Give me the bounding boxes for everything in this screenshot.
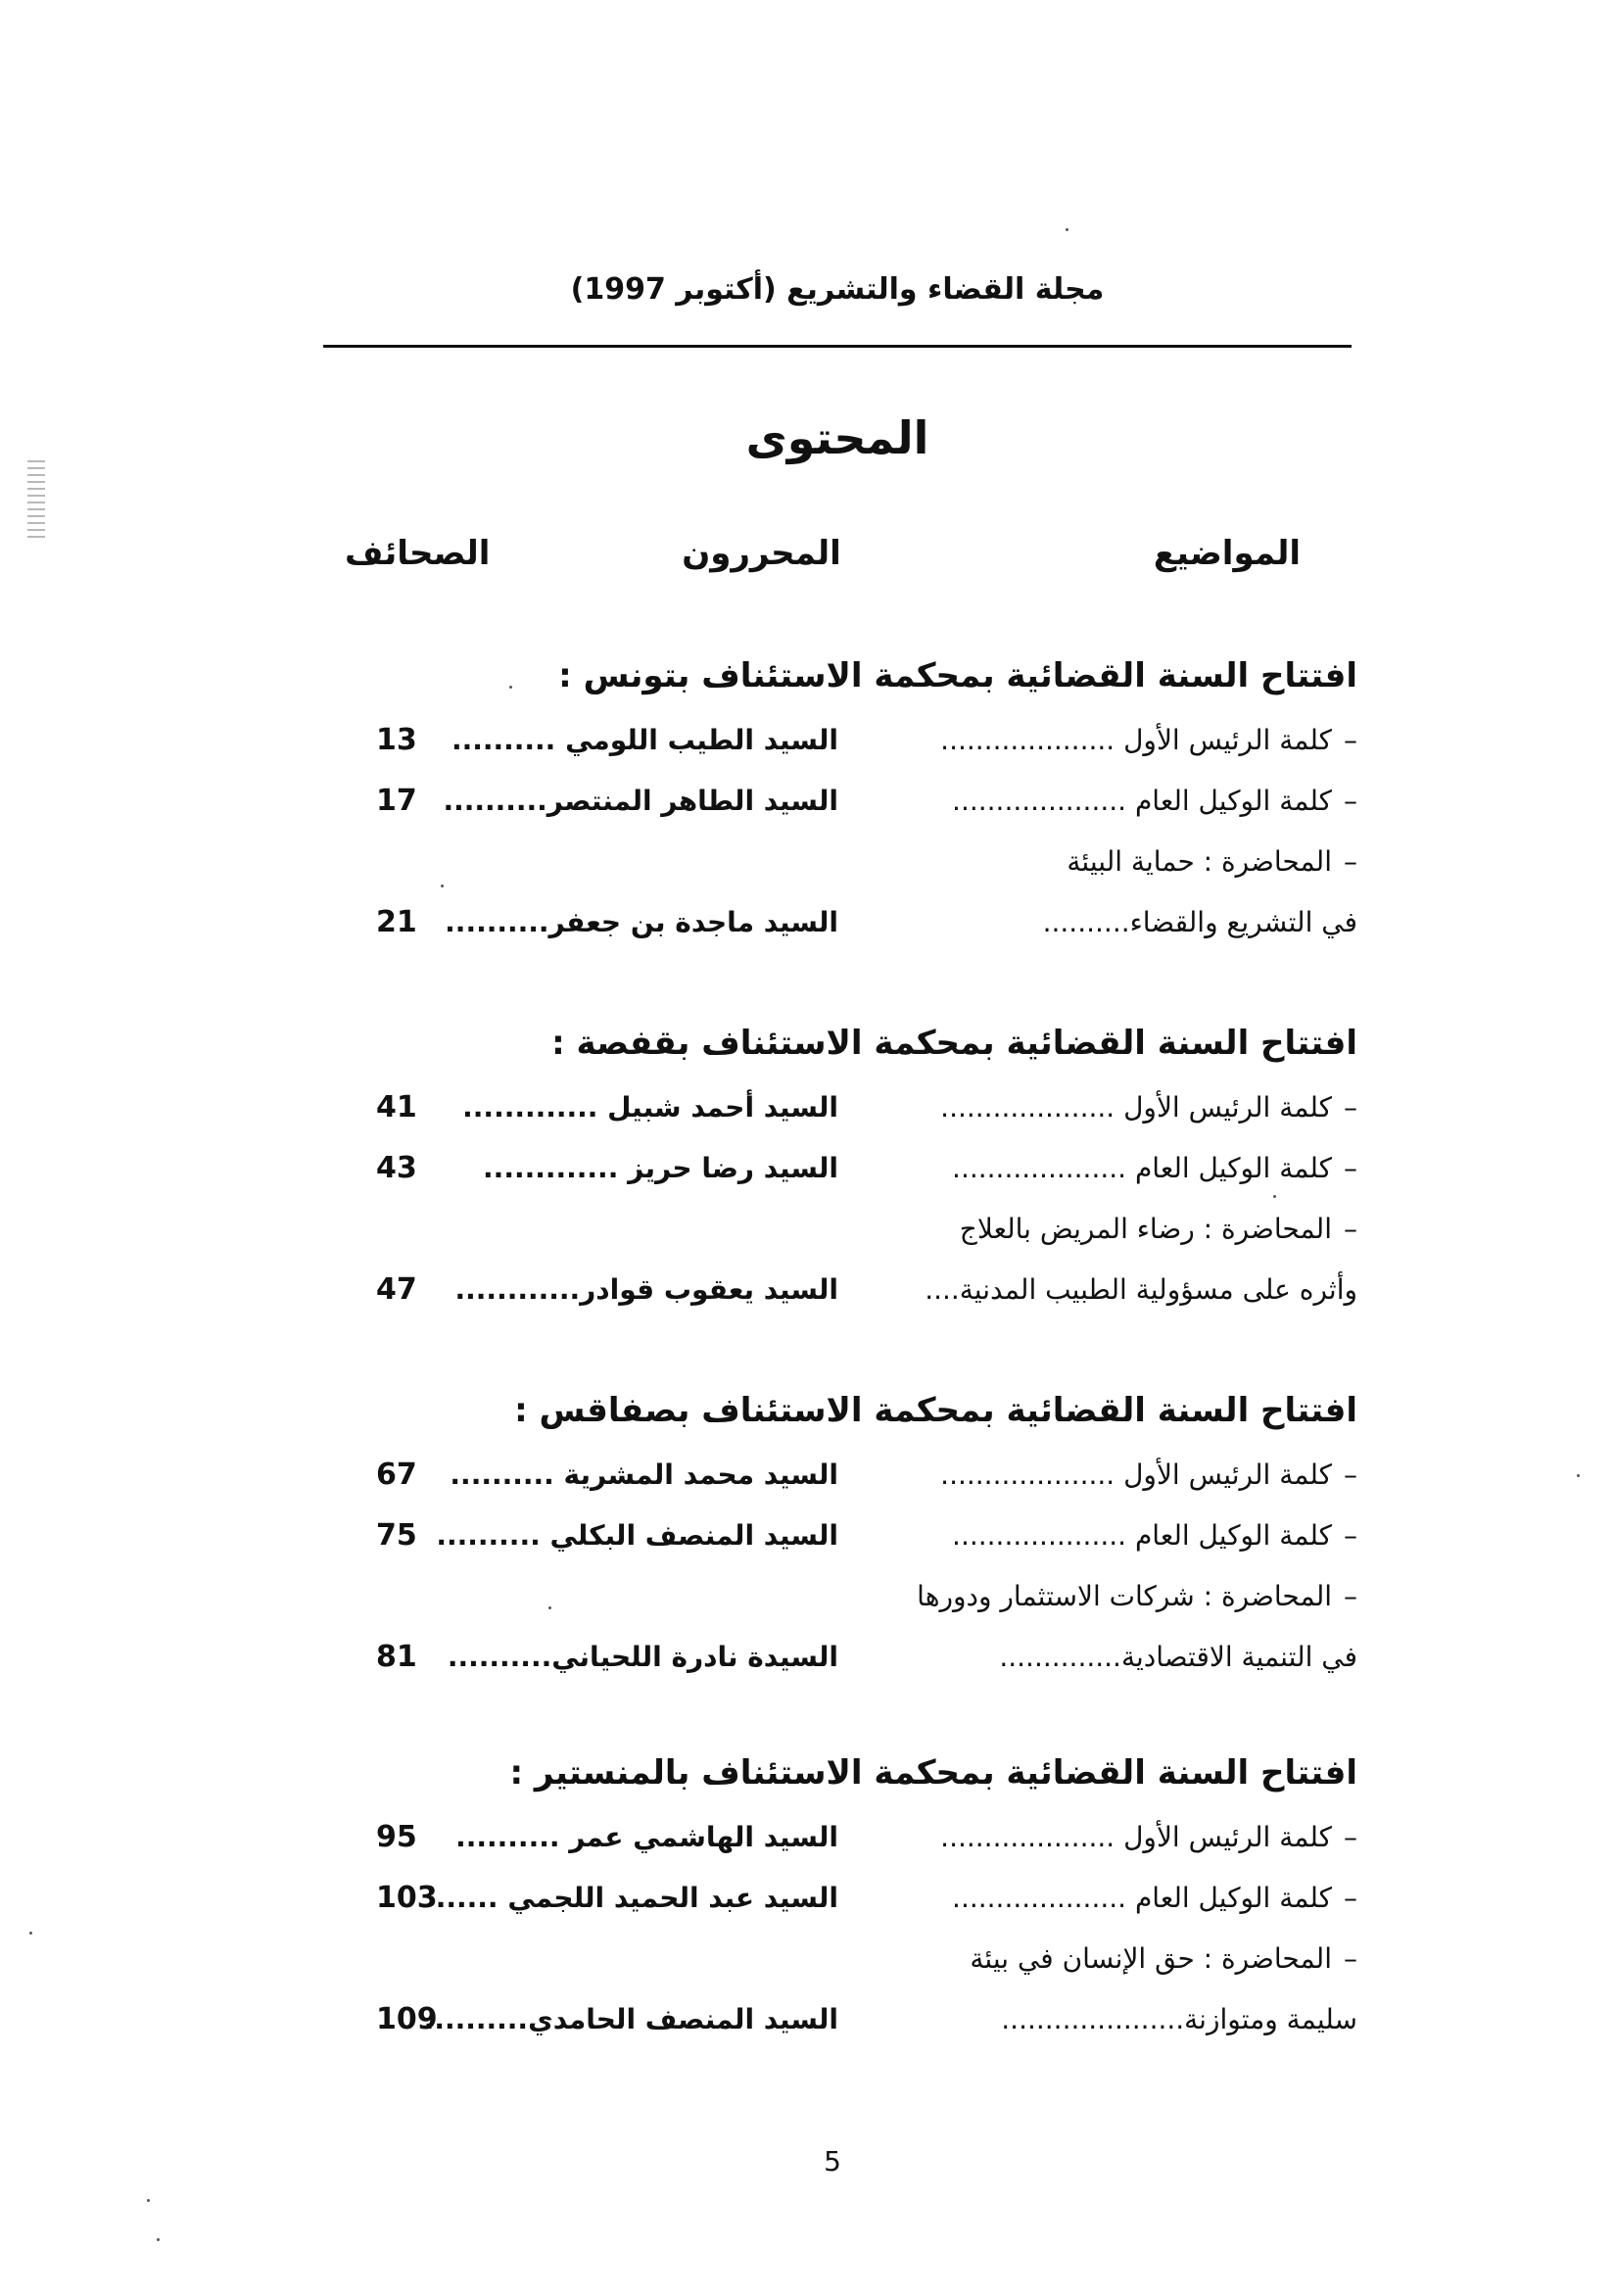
- scan-margin-mark: [27, 460, 45, 539]
- toc-entry: [329, 1138, 1357, 1199]
- entry-topic: –المحاضرة : حق الإنسان في بيئة: [970, 1942, 1357, 1975]
- running-head: مجلة القضاء والتشريع (أكتوبر 1997): [570, 272, 1105, 307]
- scan-speck: [509, 686, 512, 689]
- entry-topic: –المحاضرة : شركات الاستثمار ودورها: [917, 1580, 1357, 1612]
- page-number: 5: [824, 2145, 841, 2177]
- entry-topic: –كلمة الوكيل العام ....................: [952, 785, 1357, 817]
- entry-editor: السيدة نادرة اللحياني..........: [447, 1641, 838, 1673]
- scan-speck: [1577, 1474, 1580, 1477]
- entry-topic: في التنمية الاقتصادية..............: [999, 1641, 1357, 1673]
- entry-topic: –كلمة الرئيس الأول ....................: [940, 1091, 1357, 1124]
- column-heading-editors: المحررون: [682, 534, 841, 573]
- entry-editor: السيد عبد الحميد اللجمي ......: [435, 1882, 838, 1914]
- toc-entry: [329, 1627, 1357, 1688]
- toc-entry: [329, 1989, 1357, 2050]
- entry-topic: سليمة ومتوازنة.....................: [1001, 2003, 1357, 2035]
- toc-section-sfax: [329, 1376, 1357, 1688]
- scan-speck: [441, 885, 444, 887]
- toc-section-monastir: [329, 1739, 1357, 2050]
- toc-entry: [329, 1566, 1357, 1627]
- column-heading-pages: الصحائف: [345, 534, 491, 573]
- entry-page: 95: [376, 1820, 417, 1854]
- toc-entry: [329, 1445, 1357, 1506]
- entry-editor: السيد محمد المشرية ..........: [450, 1459, 838, 1491]
- entry-page: 81: [376, 1640, 417, 1674]
- section-heading: افتتاح السنة القضائية بمحكمة الاستئناف بالمنستير :: [509, 1753, 1357, 1793]
- entry-editor: السيد المنصف البكلي ..........: [436, 1519, 838, 1552]
- scan-speck: [29, 1932, 32, 1935]
- toc-entry: [329, 1807, 1357, 1868]
- scan-speck: [1273, 1195, 1276, 1198]
- toc-entry: [329, 1199, 1357, 1260]
- toc-entry: [329, 1506, 1357, 1566]
- entry-editor: السيد الطيب اللومي ..........: [451, 724, 838, 756]
- entry-editor: السيد يعقوب قوادر............: [454, 1273, 838, 1306]
- entry-page: 21: [376, 905, 417, 939]
- entry-topic: –كلمة الرئيس الأول ....................: [940, 1821, 1357, 1853]
- toc-section-tunis: [329, 642, 1357, 953]
- entry-topic: –كلمة الوكيل العام ....................: [952, 1152, 1357, 1184]
- scan-speck: [157, 2238, 160, 2241]
- toc-entry: [329, 1077, 1357, 1138]
- toc-entry: [329, 1929, 1357, 1989]
- entry-page: 75: [376, 1518, 417, 1553]
- entry-topic: في التشريع والقضاء..........: [1042, 906, 1357, 938]
- entry-topic: –كلمة الوكيل العام ....................: [952, 1882, 1357, 1914]
- column-heading-topics: المواضيع: [1153, 534, 1301, 573]
- entry-page: 47: [376, 1272, 417, 1307]
- entry-page: 17: [376, 784, 417, 818]
- scan-speck: [548, 1606, 551, 1609]
- entry-editor: السيد الطاهر المنتصر..........: [443, 785, 838, 817]
- entry-editor: السيد أحمد شبيل .............: [462, 1091, 838, 1124]
- page-title: المحتوى: [745, 411, 929, 464]
- entry-topic: –المحاضرة : حماية البيئة: [1067, 845, 1357, 878]
- entry-editor: السيد رضا حريز .............: [483, 1152, 838, 1184]
- entry-page: 67: [376, 1458, 417, 1492]
- scan-speck: [147, 2199, 150, 2202]
- entry-page: 43: [376, 1151, 417, 1185]
- section-heading: افتتاح السنة القضائية بمحكمة الاستئناف بتونس :: [558, 656, 1357, 695]
- section-heading: افتتاح السنة القضائية بمحكمة الاستئناف بصفاقس :: [514, 1391, 1357, 1430]
- entry-page: 103: [376, 1881, 438, 1915]
- entry-topic: –كلمة الرئيس الأول ....................: [940, 1459, 1357, 1491]
- toc-entry: [329, 1260, 1357, 1320]
- toc-entry: [329, 832, 1357, 892]
- entry-page: 41: [376, 1090, 417, 1124]
- entry-topic: –المحاضرة : رضاء المريض بالعلاج: [959, 1213, 1357, 1245]
- entry-topic: –كلمة الرئيس الأول ....................: [940, 724, 1357, 756]
- toc-entry: [329, 771, 1357, 832]
- entry-topic: –كلمة الوكيل العام ....................: [952, 1519, 1357, 1552]
- entry-page: 13: [376, 723, 417, 757]
- toc-section-gafsa: [329, 1009, 1357, 1320]
- section-heading: افتتاح السنة القضائية بمحكمة الاستئناف بقفصة :: [551, 1024, 1357, 1063]
- toc-entry: [329, 892, 1357, 953]
- entry-page: 109: [376, 2002, 438, 2036]
- entry-topic: وأثره على مسؤولية الطبيب المدنية....: [925, 1273, 1357, 1306]
- scan-speck: [1066, 228, 1068, 231]
- toc-entry: [329, 1868, 1357, 1929]
- entry-editor: السيد المنصف الحامدي..........: [423, 2003, 838, 2035]
- toc-entry: [329, 710, 1357, 771]
- entry-editor: السيد ماجدة بن جعفر..........: [445, 906, 838, 938]
- header-rule: [323, 345, 1352, 348]
- entry-editor: السيد الهاشمي عمر ..........: [455, 1821, 838, 1853]
